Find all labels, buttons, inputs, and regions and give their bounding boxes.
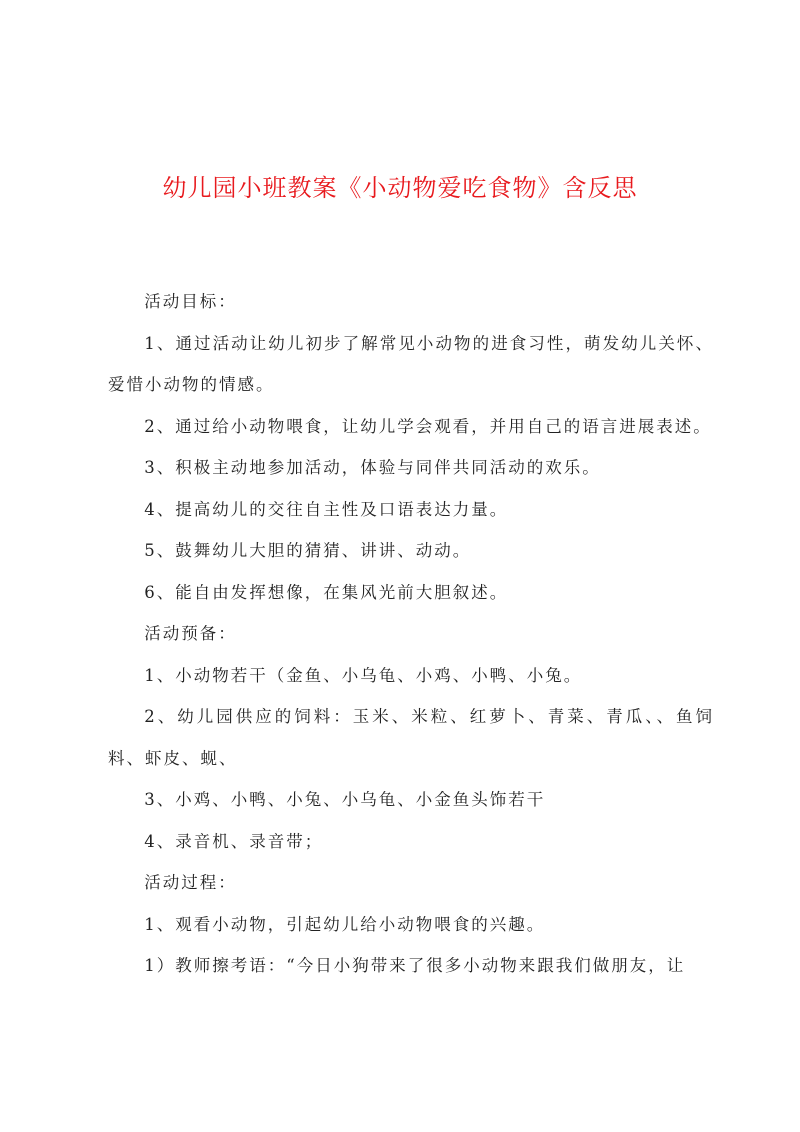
- process-item-1: 1、观看小动物，引起幼儿给小动物喂食的兴趣。: [144, 914, 546, 934]
- process-subitem-1: 1）教师擦考语：“今日小狗带来了很多小动物来跟我们做朋友，让: [144, 956, 686, 975]
- preparation-item-1: 1、小动物若干（金鱼、小乌龟、小鸡、小鸭、小兔。: [144, 665, 583, 685]
- section-heading-process: 活动过程：: [144, 873, 237, 892]
- goal-item-5: 5、鼓舞幼儿大胆的猜猜、讲讲、动动。: [144, 541, 472, 560]
- document-body: [108, 281, 714, 987]
- goal-item-3: 3、积极主动地参加活动，体验与同伴共同活动的欢乐。: [144, 458, 601, 477]
- goal-item-1: 1、通过活动让幼儿初步了解常见小动物的进食习性，萌发幼儿关怀、爱惜小动物的情感。: [108, 333, 714, 394]
- document-title: 幼儿园小班教案《小动物爱吃食物》含反思: [162, 174, 638, 202]
- preparation-item-4: 4、录音机、录音带；: [144, 831, 324, 851]
- goal-item-2: 2、通过给小动物喂食，让幼儿学会观看，并用自己的语言进展表述。: [144, 416, 712, 436]
- section-heading-goals: 活动目标：: [144, 292, 237, 311]
- goal-item-6: 6、能自由发挥想像，在集风光前大胆叙述。: [144, 582, 509, 602]
- preparation-item-2: 2、幼儿园供应的饲料：玉米、米粒、红萝卜、青菜、青瓜、、鱼饲料、虾皮、蚬、: [108, 707, 714, 768]
- section-heading-preparation: 活动预备：: [144, 624, 237, 643]
- preparation-item-3: 3、小鸡、小鸭、小兔、小乌龟、小金鱼头饰若干: [144, 790, 546, 809]
- goal-item-4: 4、提高幼儿的交往自主性及口语表达力量。: [144, 499, 509, 519]
